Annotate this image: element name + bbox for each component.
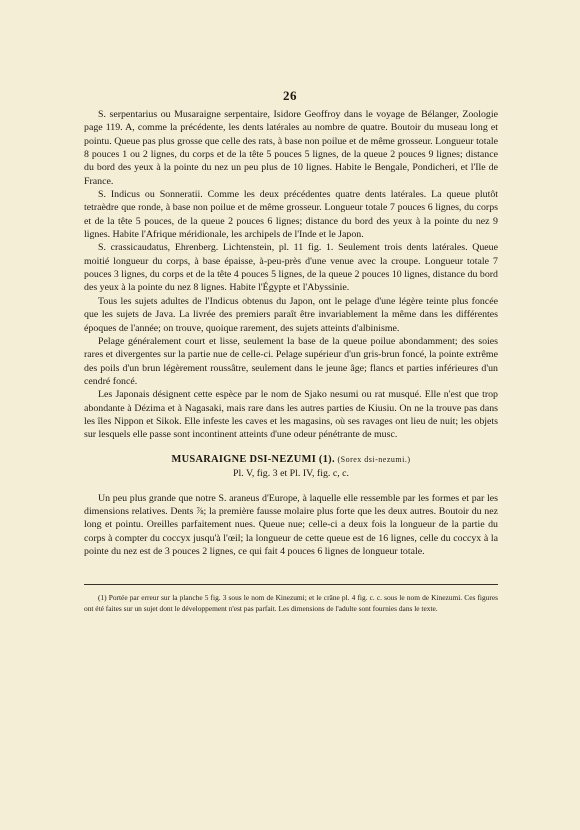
paragraph-pelage: Pelage généralement court et lisse, seulement la base de la queue poilue abondamment; des soies rares et divergentes sur la partie nue de celle-ci. Pelage supérieur d'un gris-brun foncé, la pointe extrême des poils d'un brun légèrement roussâtre, seulement dans le jeune âge; flancs et parties inférieures d'un cendré foncé. (84, 335, 498, 387)
paragraph-dsi-nezumi: Un peu plus grande que notre S. araneus d'Europe, à laquelle elle ressemble par les formes et par les dimensions relatives. Dents ⅞; la première fausse molaire plus forte que les deux autres. Boutoir du nez long et pointu. Oreilles parfaitement nues. Queue nue; celle-ci a deux fois la longueur de la partie du corps à compter du coccyx jusqu'à l'œil; la longueur de cette queue est de 16 lignes, celle du coccyx à la pointe du nez est de 3 pouces 2 lignes, ce qui fait 4 pouces 6 lignes de longueur totale. (84, 492, 498, 557)
footnote-text: (1) Portée par erreur sur la planche 5 fig. 3 sous le nom de Kinezumi; et le crâne pl. 4 fig. c. c. sous le nom de Kinezumi. Ces figures ont été faites sur un sujet dont le développement n'est pas parfait. Les dimensions de l'adulte sont fournies dans le texte. (84, 593, 498, 613)
paragraph-japan-specimens: Tous les sujets adultes de l'Indicus obtenus du Japon, ont le pelage d'une légère teinte plus foncée que les sujets de Java. La livrée des premiers paraît être invariablement la même dans les différentes époques de l'année; on trouve, quoique rarement, des sujets atteints d'albinisme. (84, 295, 498, 334)
footnote (84, 593, 498, 613)
section-title: MUSARAIGNE DSI-NEZUMI (1). (171, 453, 335, 465)
page-body (84, 108, 498, 614)
page-number: 26 (283, 88, 297, 103)
paragraph-serpentarius: S. serpentarius ou Musaraigne serpentaire, Isidore Geoffroy dans le voyage de Bélanger, Zoologie page 119. A, comme la précédente, les dents latérales au nombre de quatre. Boutoir du museau long et pointu. Queue pas plus grosse que celle des rats, à base non poilue et de même grosseur. Longueur totale 8 pouces 1 ou 2 lignes, du corps et de la tête 5 pouces 5 lignes, de la queue 2 pouces 9 lignes; distance du bord des yeux à la pointe du nez un peu plus de 10 lignes. Habite le Bengale, Pondicheri, et l'Ile de France. (84, 109, 498, 187)
section-plates: Pl. V, fig. 3 et Pl. IV, fig. c, c. (232, 467, 350, 479)
section-heading (84, 453, 498, 467)
section-synonym: (Sorex dsi-nezumi.) (337, 454, 411, 464)
paragraph-crassicaudatus: S. crassicaudatus, Ehrenberg. Lichtenstein, pl. 11 fig. 1. Seulement trois dents latérales. Queue moitié longueur du corps, à base épaisse, à-peu-près d'une venue avec la croupe. Longueur totale 7 pouces 3 lignes, du corps et de la tête 4 pouces 5 lignes, de la queue 2 pouces 10 lignes, distance du bord des yeux à la pointe du nez 8 lignes. Habite l'Égypte et l'Abyssinie. (84, 242, 498, 294)
footnote-divider (84, 584, 498, 585)
paragraph-indicus: S. Indicus ou Sonneratii. Comme les deux précédentes quatre dents latérales. La queue plutôt tetraèdre que ronde, à base non poilue et de même grosseur. Longueur totale 7 pouces 6 lignes, du corps et de la tête 5 pouces, de la queue 2 pouces 6 lignes; distance du bord des yeux à la pointe du nez 9 lignes. Habite l'Afrique méridionale, les archipels de l'Inde et le Japon. (84, 189, 498, 241)
paragraph-japanese-name: Les Japonais désignent cette espèce par le nom de Sjako nesumi ou rat musqué. Elle n'est que trop abondante à Dézima et à Nagasaki, mais rare dans les autres parties de Kiusiu. On ne la trouve pas dans les îles Nippon et Sikok. Elle infeste les caves et les magasins, où ses ravages ont lieu de nuit; les objets sur lesquels elle passe sont incontinent atteints d'une odeur pénétrante de musc. (84, 389, 498, 441)
